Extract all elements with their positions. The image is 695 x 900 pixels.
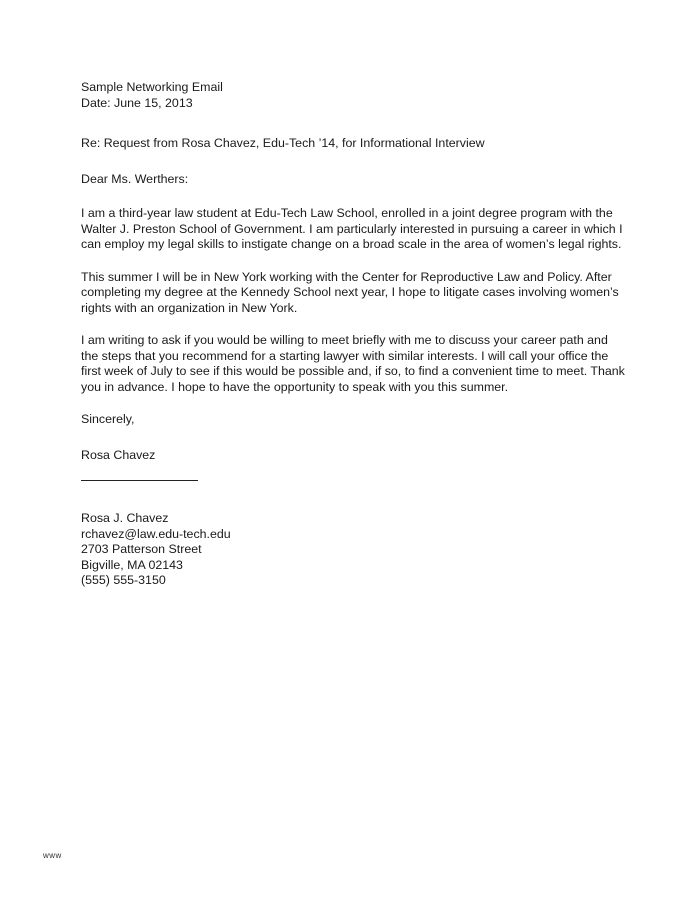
contact-phone: (555) 555-3150 <box>81 573 166 587</box>
paragraph-line: first week of July to see if this would be possible and, if so, to find a convenient time to meet. Thank <box>81 364 625 378</box>
paragraph-line: I am writing to ask if you would be willing to meet briefly with me to discuss your career path and <box>81 333 608 347</box>
body-paragraph-1 <box>81 206 623 253</box>
signature-name: Rosa Chavez <box>81 447 156 462</box>
contact-block <box>81 511 611 589</box>
paragraph-line: completing my degree at the Kennedy School next year, I hope to litigate cases involving women’s <box>81 285 619 299</box>
paragraph-line: I am a third-year law student at Edu-Tech Law School, enrolled in a joint degree program with the <box>81 206 613 220</box>
paragraph-line: you in advance. I hope to have the opportunity to speak with you this summer. <box>81 379 509 394</box>
contact-full-name: Rosa J. Chavez <box>81 511 169 525</box>
footer-watermark: www <box>43 851 62 860</box>
body-paragraph-3 <box>81 333 625 395</box>
contact-city-state-zip: Bigville, MA 02143 <box>81 557 183 572</box>
letter-closing: Sincerely, <box>81 412 135 426</box>
letter-subject: Re: Request from Rosa Chavez, Edu-Tech ’14, for Informational Interview <box>81 136 485 150</box>
contact-street: 2703 Patterson Street <box>81 542 202 556</box>
letter-date: Date: June 15, 2013 <box>81 95 193 110</box>
paragraph-line: This summer I will be in New York working with the Center for Reproductive Law and Policy. After <box>81 269 612 284</box>
letter-body <box>81 80 625 589</box>
paragraph-line: Walter J. Preston School of Government. I am particularly interested in pursuing a career in which I <box>81 221 623 236</box>
contact-email: rchavez@law.edu-tech.edu <box>81 526 231 541</box>
paragraph-line: rights with an organization in New York. <box>81 300 298 315</box>
letter-salutation: Dear Ms. Werthers: <box>81 171 189 186</box>
paragraph-line: the steps that you recommend for a starting lawyer with similar interests. I will call your office the <box>81 348 609 363</box>
body-paragraph-2 <box>81 269 619 317</box>
paragraph-line: can employ my legal skills to instigate change on a broad scale in the area of women’s legal rights. <box>81 237 622 251</box>
document-heading: Sample Networking Email <box>81 80 223 94</box>
